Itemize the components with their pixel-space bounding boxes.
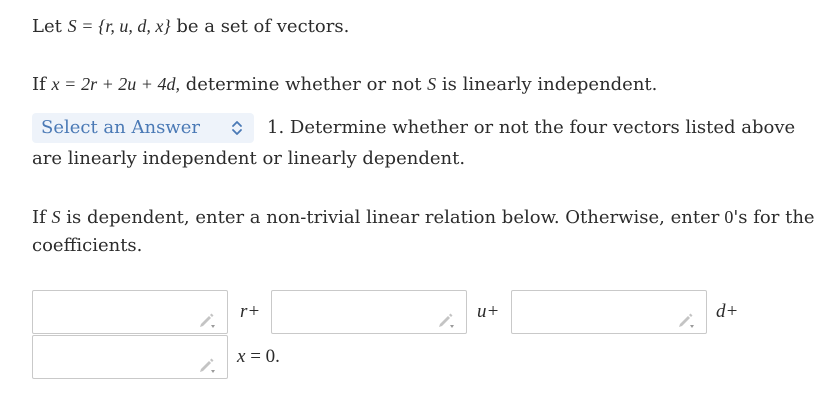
label-d-plus: d+ [716, 301, 739, 322]
pencil-icon [198, 356, 216, 374]
chevron-up-down-icon [231, 120, 243, 136]
set-definition [32, 14, 349, 39]
math-equals: = [82, 16, 93, 36]
math-relation-rhs: 2r + 2u + 4d, [81, 74, 180, 94]
pencil-icon [198, 311, 216, 329]
dependent-instruction [32, 205, 815, 230]
question-1-line-1: 1. Determine whether or not the four vectors listed above [267, 117, 796, 138]
relation-statement [32, 72, 657, 97]
math-relation-eq: = [65, 74, 76, 94]
text-if: If [32, 74, 46, 95]
math-dependent-symbol: S [51, 207, 61, 227]
coefficient-d-input[interactable] [511, 290, 707, 334]
label-u-plus: u+ [477, 301, 500, 322]
text-let: Let [32, 16, 62, 37]
text-determine: determine whether or not [185, 74, 422, 95]
pencil-icon [437, 311, 455, 329]
answer-select-placeholder: Select an Answer [41, 117, 200, 138]
math-set-elements: {r, u, d, x} [98, 16, 171, 36]
coefficient-r-input[interactable] [32, 290, 228, 334]
answer-select[interactable] [32, 113, 254, 143]
math-set-symbol: S [67, 16, 77, 36]
text-dependent-body: is dependent, enter a non-trivial linear relation below. Otherwise, enter [66, 207, 720, 228]
text-set-suffix: be a set of vectors. [176, 16, 350, 37]
text-dependent-suffix: 's for the [733, 207, 815, 228]
label-x-equals-zero: x = 0. [237, 346, 280, 367]
coefficient-u-input[interactable] [271, 290, 467, 334]
question-1-line-2: are linearly independent or linearly dependent. [32, 148, 466, 169]
text-if-dependent: If [32, 207, 46, 228]
text-determine-suffix: is linearly independent. [441, 74, 658, 95]
coefficient-x-input[interactable] [32, 335, 228, 379]
dependent-instruction-line-2: coefficients. [32, 235, 143, 256]
math-relation-lhs: x [51, 74, 60, 94]
math-zero: 0 [724, 207, 734, 227]
label-r-plus: r+ [240, 301, 261, 322]
math-determine-symbol: S [427, 74, 437, 94]
pencil-icon [677, 311, 695, 329]
